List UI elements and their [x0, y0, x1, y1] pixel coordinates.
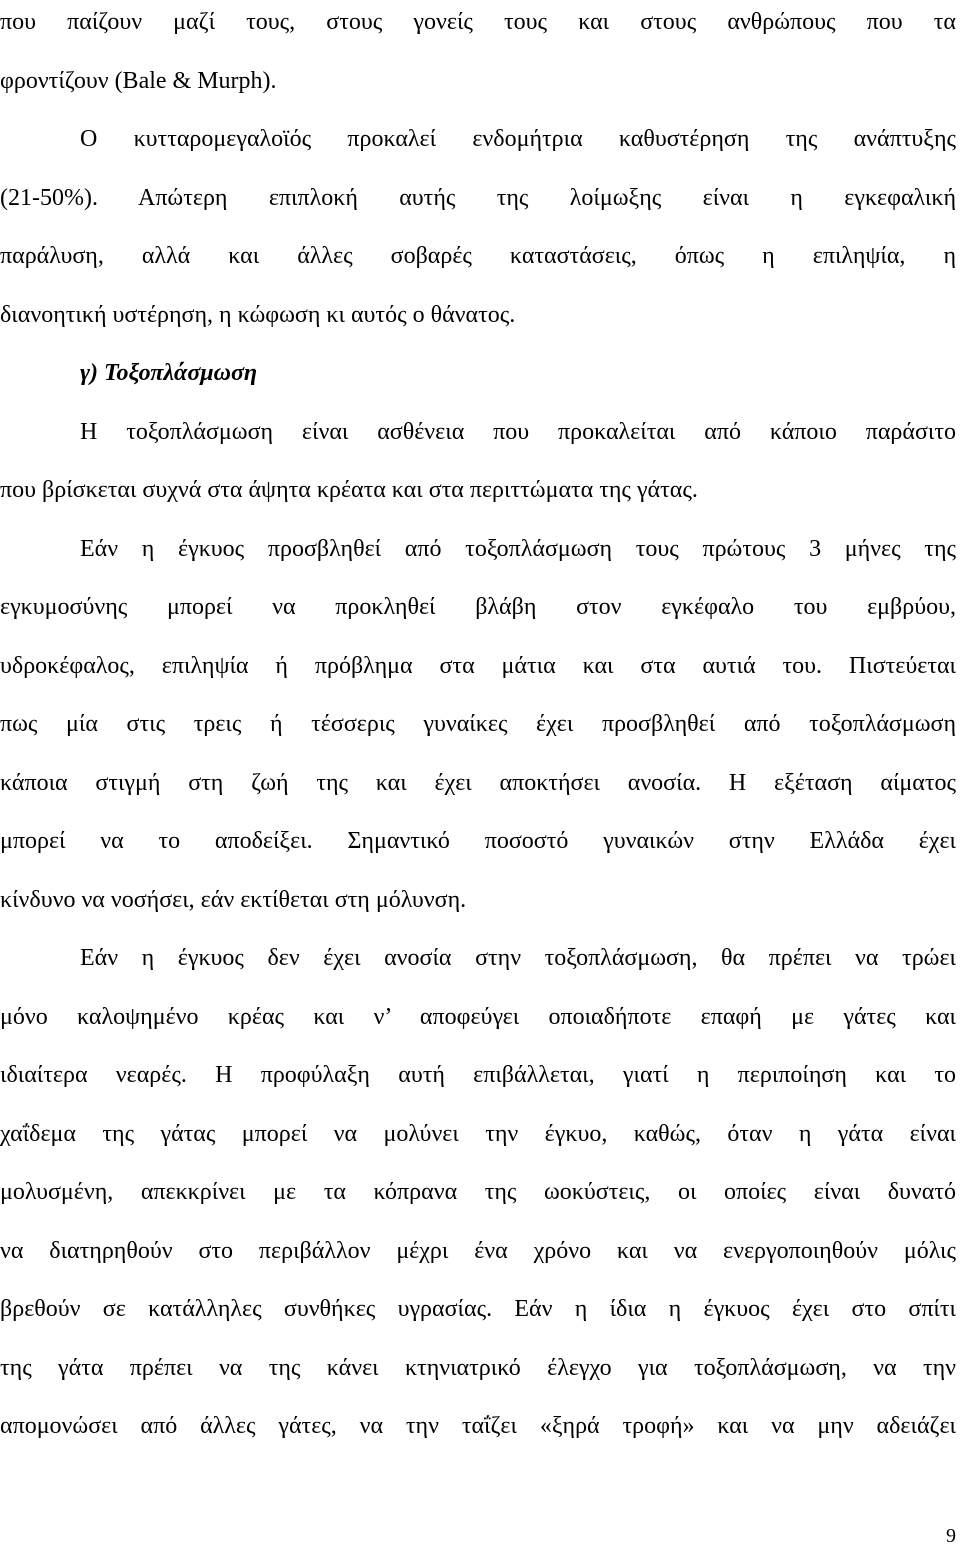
text-line: Ο κυτταρομεγαλοϊός προκαλεί ενδομήτρια καθυστέρηση της ανάπτυξης	[80, 126, 956, 152]
text-line: υδροκέφαλος, επιληψία ή πρόβλημα στα μάτια και στα αυτιά του. Πιστεύεται	[0, 652, 956, 679]
text-line: κάποια στιγμή στη ζωή της και έχει αποκτήσει ανοσία. Η εξέταση αίματος	[0, 769, 956, 796]
text-line: φροντίζουν (Bale & Murph).	[0, 67, 277, 94]
text-line: που βρίσκεται συχνά στα άψητα κρέατα και στα περιττώματα της γάτας.	[0, 477, 698, 503]
text-line: ιδιαίτερα νεαρές. Η προφύλαξη αυτή επιβάλλεται, γιατί η περιποίηση και το	[0, 1062, 956, 1088]
text-line: που παίζουν μαζί τους, στους γονείς τους και στους ανθρώπους που τα	[0, 9, 956, 35]
text-line: βρεθούν σε κατάλληλες συνθήκες υγρασίας. Εάν η ίδια η έγκυος έχει στο σπίτι	[0, 1296, 956, 1322]
section-heading: γ) Τοξοπλάσμωση	[80, 360, 258, 386]
text-line: μπορεί να το αποδείξει. Σημαντικό ποσοστό γυναικών στην Ελλάδα έχει	[0, 828, 956, 854]
text-line: Εάν η έγκυος προσβληθεί από τοξοπλάσμωση τους πρώτους 3 μήνες της	[80, 535, 956, 562]
text-line: κίνδυνο να νοσήσει, εάν εκτίθεται στη μόλυνση.	[0, 886, 467, 913]
page-number: 9	[946, 1525, 956, 1547]
text-line: Εάν η έγκυος δεν έχει ανοσία στην τοξοπλάσμωση, θα πρέπει να τρώει	[80, 945, 956, 971]
text-line: εγκυμοσύνης μπορεί να προκληθεί βλάβη στον εγκέφαλο του εμβρύου,	[0, 594, 956, 620]
text-line: παράλυση, αλλά και άλλες σοβαρές καταστάσεις, όπως η επιληψία, η	[0, 243, 956, 269]
text-line: της γάτα πρέπει να της κάνει κτηνιατρικό έλεγχο για τοξοπλάσμωση, να την	[0, 1354, 956, 1381]
text-line: πως μία στις τρεις ή τέσσερις γυναίκες έχει προσβληθεί από τοξοπλάσμωση	[0, 711, 956, 737]
text-line: χαΐδεμα της γάτας μπορεί να μολύνει την έγκυο, καθώς, όταν η γάτα είναι	[0, 1120, 956, 1147]
text-line: απομονώσει από άλλες γάτες, να την ταΐζει «ξηρά τροφή» και να μην αδειάζει	[0, 1413, 956, 1439]
text-line: μολυσμένη, απεκκρίνει με τα κόπρανα της ωοκύστεις, οι οποίες είναι δυνατό	[0, 1179, 956, 1205]
text-line: να διατηρηθούν στο περιβάλλον μέχρι ένα χρόνο και να ενεργοποιηθούν μόλις	[0, 1237, 956, 1264]
text-line: (21-50%). Απώτερη επιπλοκή αυτής της λοίμωξης είναι η εγκεφαλική	[0, 184, 956, 211]
text-line: διανοητική υστέρηση, η κώφωση κι αυτός ο θάνατος.	[0, 301, 516, 328]
text-line: Η τοξοπλάσμωση είναι ασθένεια που προκαλείται από κάποιο παράσιτο	[80, 418, 956, 445]
text-line: μόνο καλοψημένο κρέας και ν’ αποφεύγει οποιαδήποτε επαφή με γάτες και	[0, 1003, 956, 1030]
